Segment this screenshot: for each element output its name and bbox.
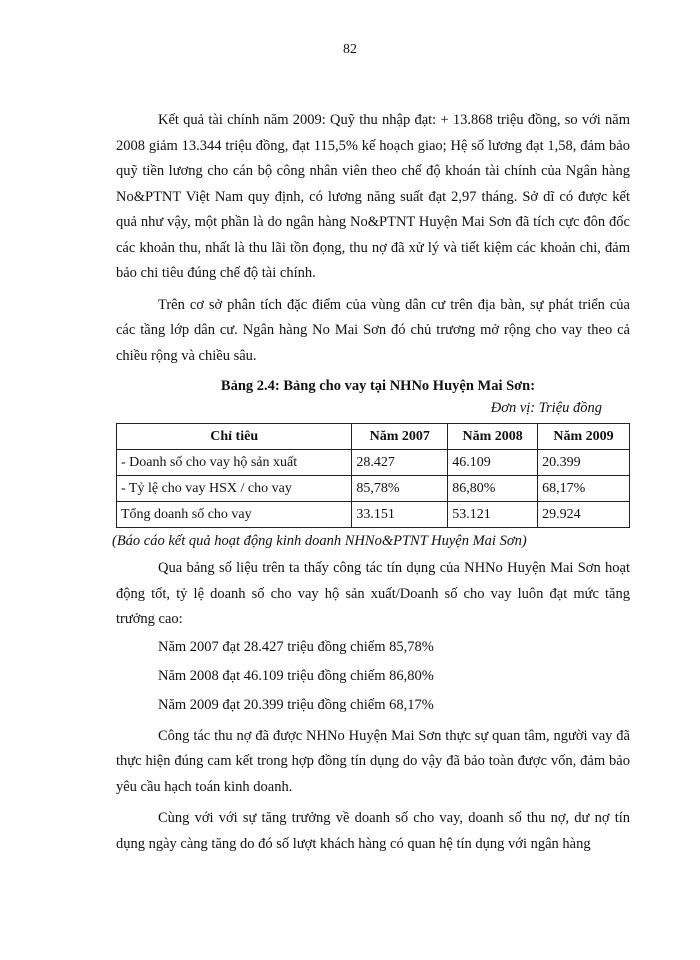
- table-unit: Đơn vị: Triệu đồng: [490, 400, 602, 416]
- page-number: 82: [343, 42, 357, 57]
- paragraph-growth: Cùng với với sự tăng trưởng về doanh số cho vay, doanh số thu nợ, dư nợ tín dụng ngày càng tăng do đó số lượt khách hàng có quan hệ tín dụng với ngân hàng: [116, 810, 630, 852]
- list-item: Năm 2007 đạt 28.427 triệu đồng chiếm 85,78%: [158, 638, 434, 655]
- table-cell: - Doanh số cho vay hộ sản xuất: [117, 450, 352, 476]
- table-cell: 46.109: [448, 450, 538, 476]
- list-item: Năm 2009 đạt 20.399 triệu đồng chiếm 68,17%: [158, 696, 434, 713]
- table-row: [117, 476, 630, 502]
- table-cell: 33.151: [352, 502, 448, 528]
- table-cell: 29.924: [538, 502, 630, 528]
- table-cell: 53.121: [448, 502, 538, 528]
- table-source-note: (Báo cáo kết quả hoạt động kinh doanh NHNo&PTNT Huyện Mai Sơn): [112, 533, 527, 549]
- table-header-row: [117, 424, 630, 450]
- table-header-cell: Năm 2008: [448, 424, 538, 450]
- table-row: [117, 502, 630, 528]
- document-body: [112, 108, 630, 857]
- table-header-cell: Năm 2007: [352, 424, 448, 450]
- paragraph-financial-results: Kết quả tài chính năm 2009: Quỹ thu nhập đạt: + 13.868 triệu đồng, so với năm 2008 giảm 13.344 triệu đồng, đạt 115,5% kế hoạch giao; Hệ số lương đạt 1,58, đảm bảo quỹ tiền lương cho cán bộ công nhân viên theo chế độ khoán tài chính của Ngân hàng No&PTNT Việt Nam quy định, có lương năng suất đạt 2,97 tháng. Sở dĩ có được kết quả như vậy, một phần là do ngân hàng No&PTNT Huyện Mai Sơn đã tích cực đôn đốc các khoản thu, nhất là thu lãi tồn đọng, thu nợ đã xử lý và tiết kiệm các khoản chi, đảm bảo chi tiêu đúng chế độ tài chính.: [116, 112, 630, 281]
- table-header-cell: Chỉ tiêu: [117, 424, 352, 450]
- table-row: [117, 450, 630, 476]
- loan-table: [116, 423, 630, 528]
- table-cell: 68,17%: [538, 476, 630, 502]
- table-cell: 20.399: [538, 450, 630, 476]
- table-cell: 85,78%: [352, 476, 448, 502]
- paragraph-analysis: Trên cơ sở phân tích đặc điểm của vùng dân cư trên địa bàn, sự phát triển của các tầng lớp dân cư. Ngân hàng No Mai Sơn đó chủ trương mở rộng cho vay theo cả chiều rộng và chiều sâu.: [116, 296, 630, 364]
- paragraph-table-summary: Qua bảng số liệu trên ta thấy công tác tín dụng của NHNo Huyện Mai Sơn hoạt động tốt, tỷ lệ doanh số cho vay hộ sản xuất/Doanh số cho vay luôn đạt mức tăng trưởng cao:: [116, 560, 630, 627]
- list-item: Năm 2008 đạt 46.109 triệu đồng chiếm 86,80%: [158, 667, 434, 684]
- table-caption: Bảng 2.4: Bảng cho vay tại NHNo Huyện Mai Sơn:: [220, 378, 536, 394]
- table-cell: Tổng doanh số cho vay: [117, 502, 352, 528]
- table-cell: - Tỷ lệ cho vay HSX / cho vay: [117, 476, 352, 502]
- table-cell: 86,80%: [448, 476, 538, 502]
- table-cell: 28.427: [352, 450, 448, 476]
- paragraph-debt-collection: Công tác thu nợ đã được NHNo Huyện Mai Sơn thực sự quan tâm, người vay đã thực hiện đúng cam kết trong hợp đồng tín dụng do vậy đã bảo toàn được vốn, đảm bảo yêu cầu hạch toán kinh doanh.: [116, 727, 630, 795]
- table-header-cell: Năm 2009: [538, 424, 630, 450]
